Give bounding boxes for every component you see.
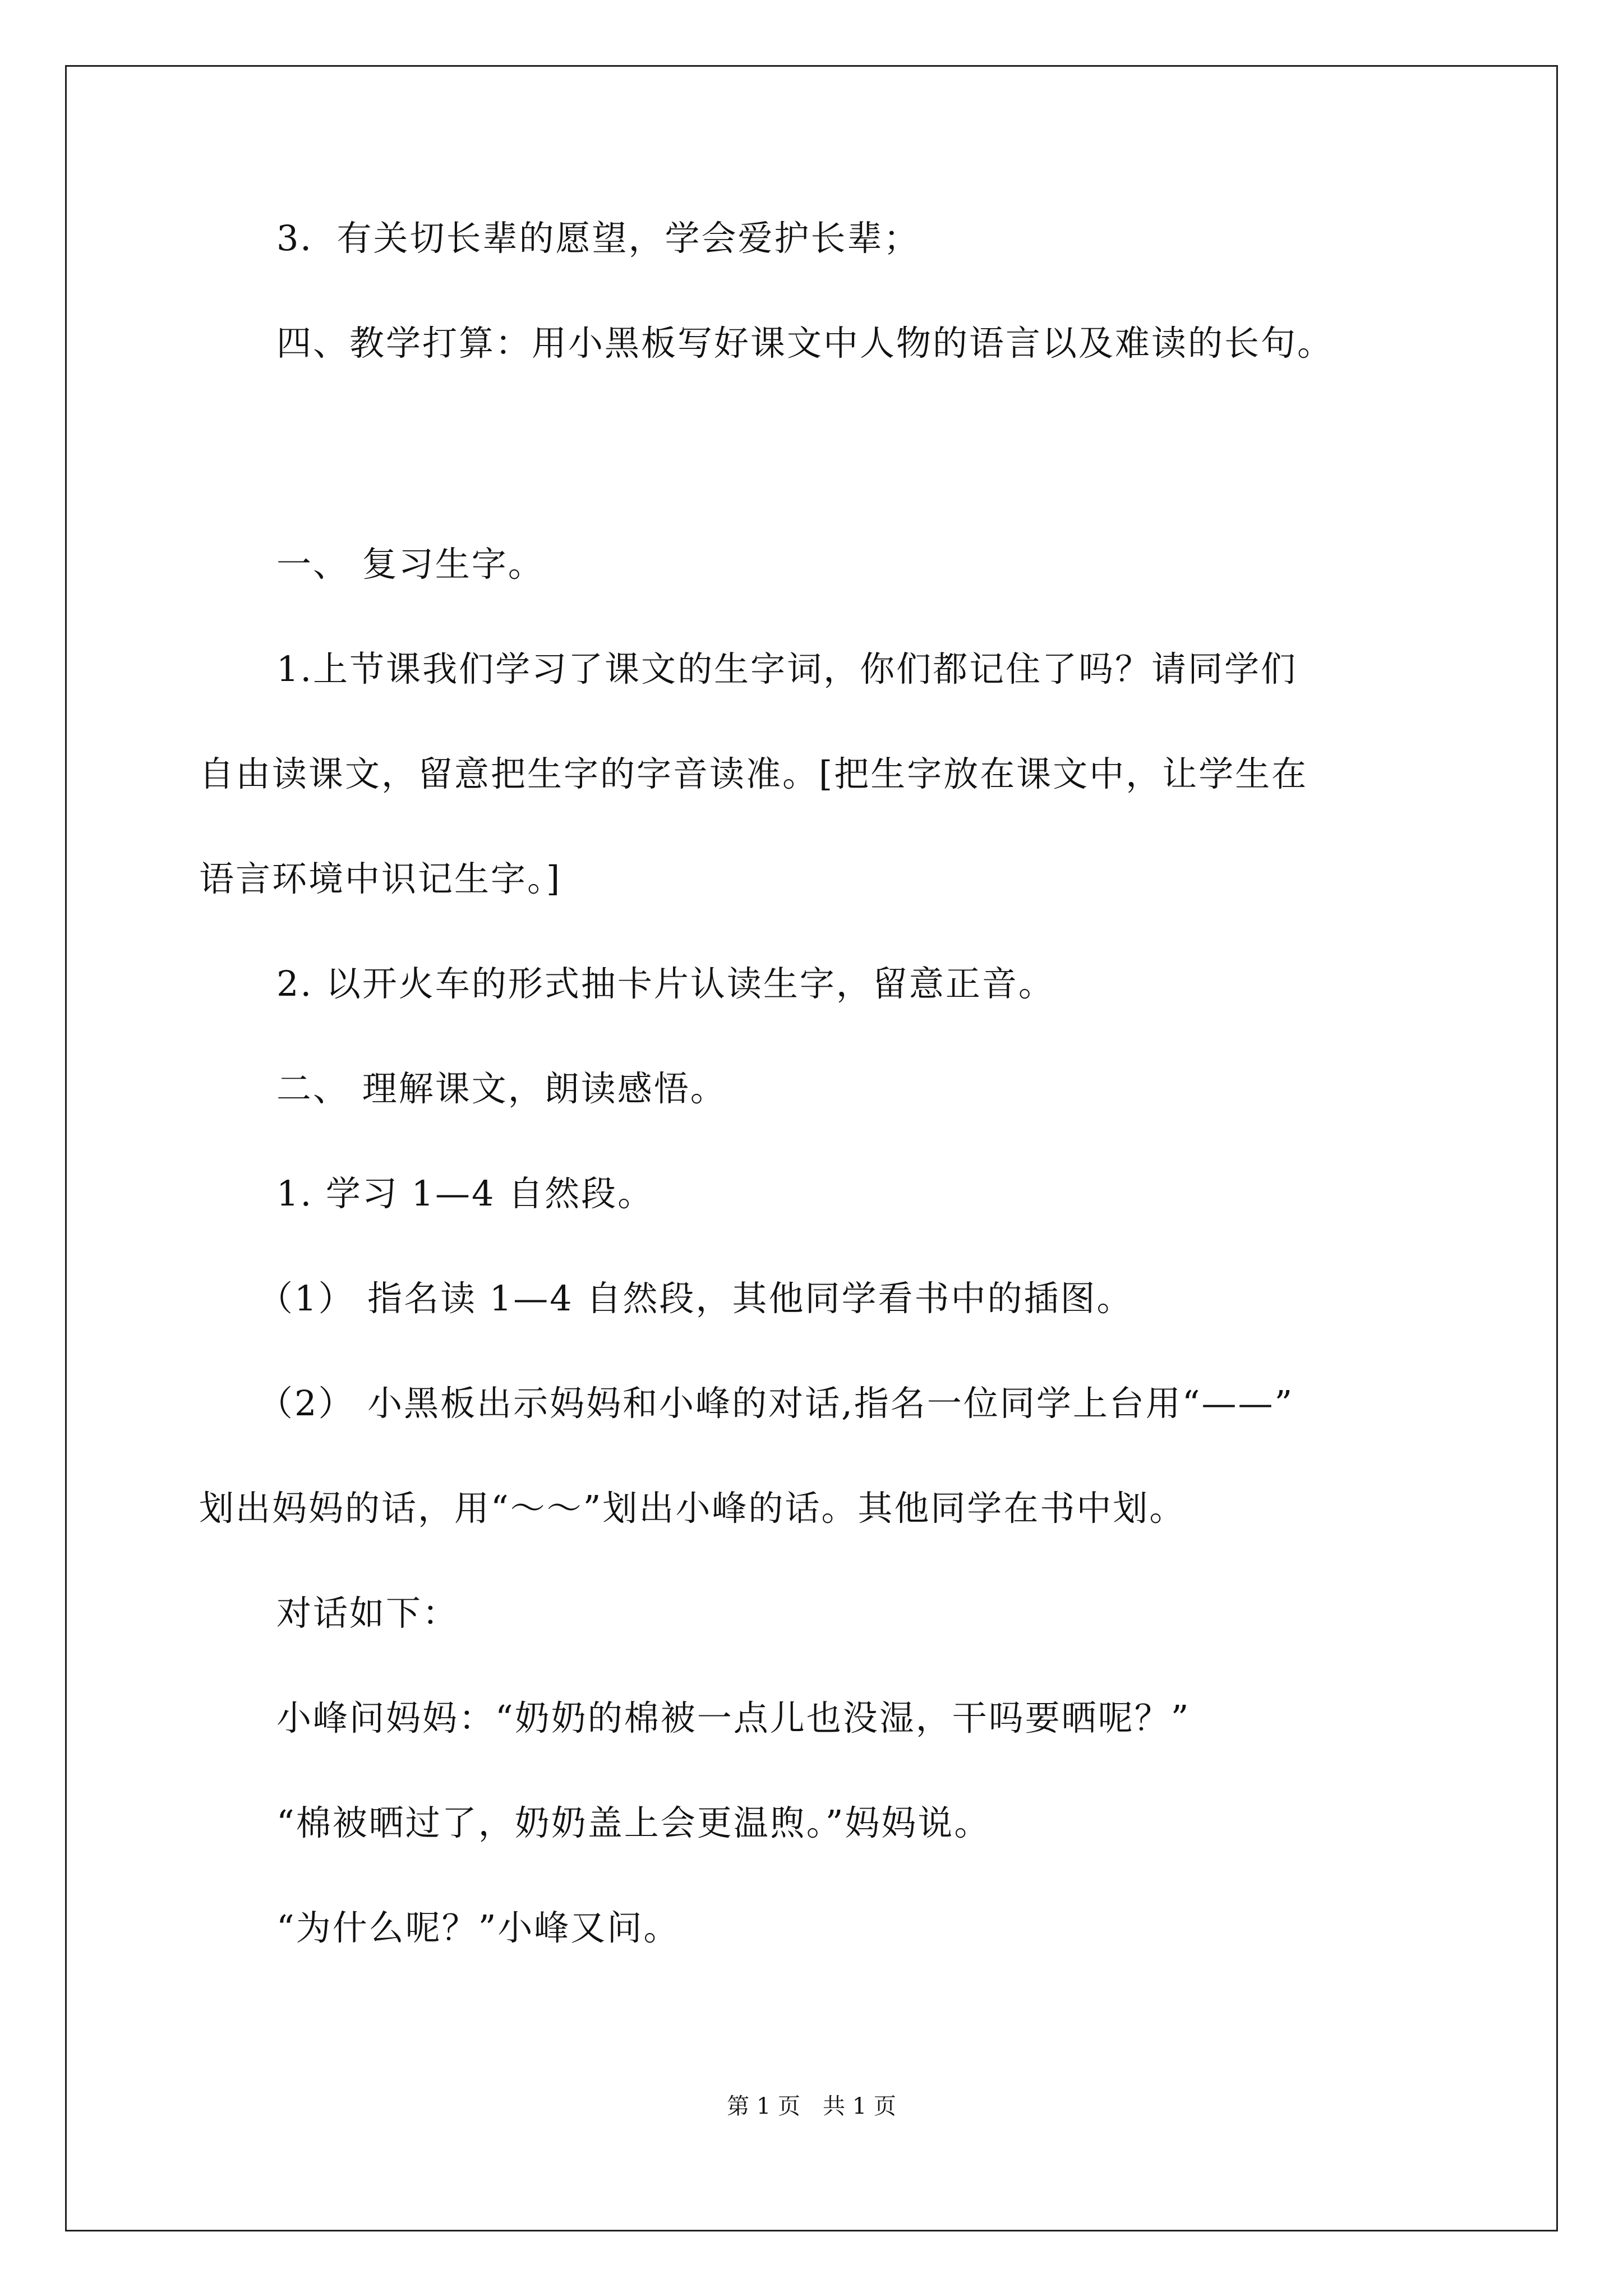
- dialogue-line-3: “为什么呢？”小峰又问。: [276, 1907, 680, 1948]
- text-line-11: 对话如下：: [276, 1593, 459, 1634]
- text-line-7: 1. 学习 1—4 自然段。: [276, 1173, 654, 1214]
- dialogue-line-2: “棉被晒过了，奶奶盖上会更温煦。”妈妈说。: [276, 1802, 991, 1843]
- text-line-5: 语言环境中识记生字。]: [199, 858, 562, 899]
- text-line-3: 1.上节课我们学习了课文的生字词，你们都记住了吗？请同学们: [276, 648, 1298, 689]
- text-line-10: 划出妈妈的话，用“～～”划出小峰的话。其他同学在书中划。: [199, 1488, 1186, 1529]
- page-footer: 第 1 页 共 1 页: [727, 2093, 896, 2119]
- text-line-9: （2） 小黑板出示妈妈和小峰的对话,指名一位同学上台用“——”: [258, 1383, 1294, 1424]
- section-heading-1: 一、 复习生字。: [276, 544, 545, 585]
- text-line-4: 自由读课文，留意把生字的字音读准。[把生字放在课文中，让学生在: [199, 753, 1308, 794]
- text-line-1: 3．有关切长辈的愿望，学会爱护长辈；: [276, 218, 920, 259]
- text-line-6: 2. 以开火车的形式抽卡片认读生字，留意正音。: [276, 963, 1055, 1004]
- section-heading-2: 二、 理解课文，朗读感悟。: [276, 1068, 727, 1109]
- text-line-8: （1） 指名读 1—4 自然段，其他同学看书中的插图。: [258, 1278, 1133, 1319]
- text-line-2: 四、教学打算：用小黑板写好课文中人物的语言以及难读的长句。: [276, 323, 1334, 364]
- dialogue-line-1: 小峰问妈妈：“奶奶的棉被一点儿也没湿，干吗要晒呢？”: [276, 1697, 1191, 1738]
